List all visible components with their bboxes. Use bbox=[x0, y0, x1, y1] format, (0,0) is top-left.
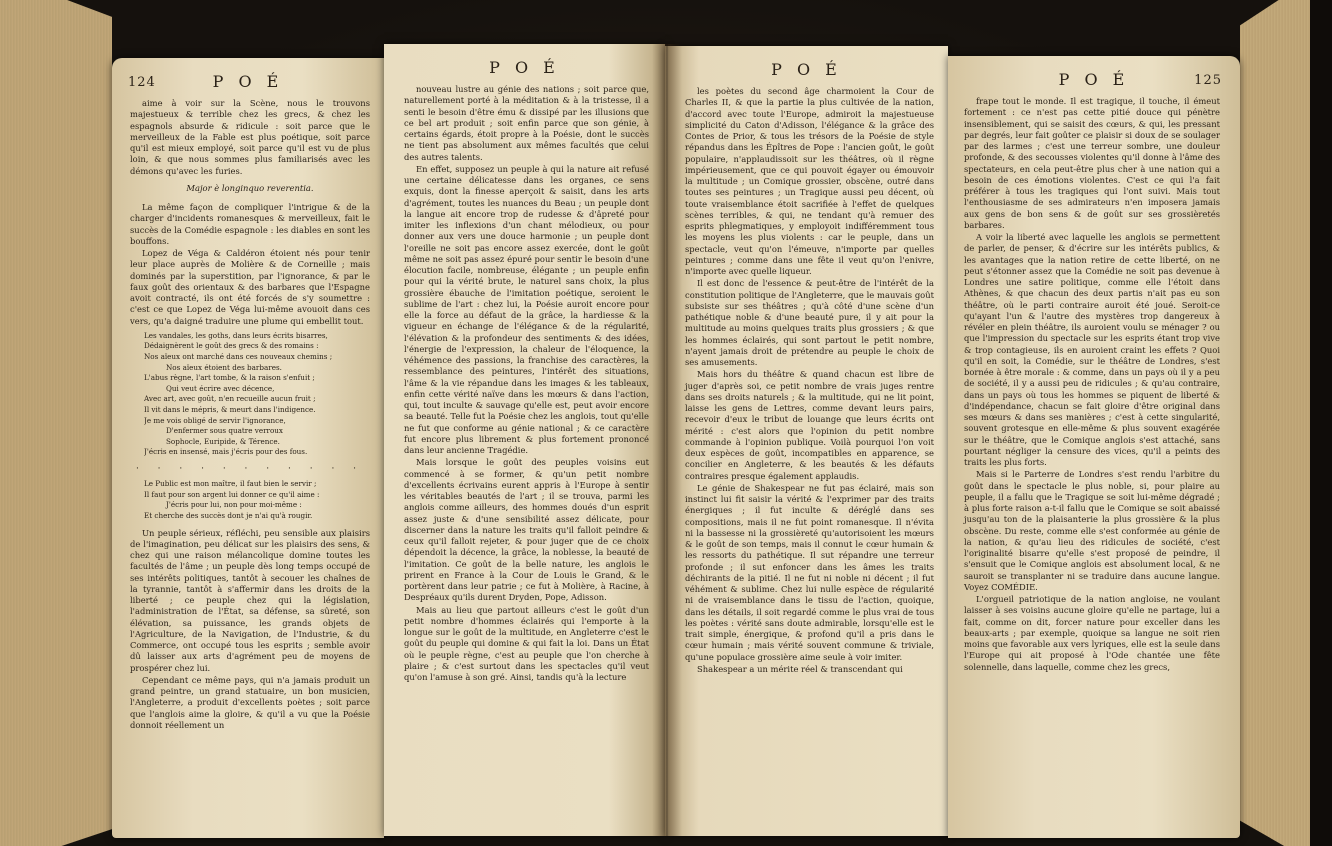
paragraph: En effet, supposez un peuple à qui la nature ait refusé une certaine délicatesse dans les organes, ce sens exquis, dont la finesse aperçoit & saisit, dans les arts d'agrément, toutes les nuances du Beau ; un peuple dont la langue ait encore trop de rudesse & d'âpreté pour imiter les inflexions d'un chant mélodieux, ou pour donner aux vers une douce harmonie ; un peuple dont l'oreille ne soit pas encore assez exercée, dont le goût même ne soit pas assez épuré pour sentir le besoin d'une élocution facile, nombreuse, élégante ; un peuple enfin pour qui la vérité brute, le naturel sans choix, la plus grossière ébauche de l'imitation poétique, seroient le sublime de l'art : chez lui, la Poésie auroit encore pour elle la force au défaut de la grâce, la hardiesse & la vigueur en échange de l'élégance & de la régularité, l'élévation & la profondeur des sentiments & des idées, l'énergie de l'expression, la chaleur de l'éloquence, la véhémence des passions, la franchise des caractères, la ressemblance des peintures, l'intérêt des situations, l'âme & la vie répandue dans les images & les tableaux, enfin cette vérité naïve dans les mœurs & dans l'action, qui, tout inculte & sauvage qu'elle est, peut avoir encore sa beauté. Telle fut la Poésie chez les anglois, tout qu'elle ne fut que conforme au génie national ; & ce caractère fut encore plus librement & plus fortement prononcé dans leur ancienne Tragédie. bbox=[404, 163, 649, 455]
page-number: 124 bbox=[128, 75, 156, 90]
paragraph: La même façon de compliquer l'intrigue & de la charger d'incidents romanesques & merveilleux, fait le succès de la Comédie espagnole : les diables en sont les bouffons. bbox=[130, 202, 370, 246]
verse-line: Sophocle, Euripide, & Térence. bbox=[166, 436, 280, 446]
paragraph: frape tout le monde. Il est tragique, il touche, il émeut fortement : ce n'est pas cette pitié douce qui pénètre insensiblement, qui se saisit des cœurs, & qui, les pressant par degrés, leur fait goûter ce plaisir si doux de se soulager par des larmes ; c'est une terreur sombre, une douleur profonde, & des secousses violentes qu'il donne à l'âme des spectateurs, en cela peut-être plus cher à une nation qui a besoin de ces émotions violentes. C'est ce qui l'a fait préférer à tous les tragiques qui l'ont suivi. Mais tout l'enthousiasme de ses admirateurs n'en imposera jamais aux gens de bon sens & de goût sur ses grossièretés barbares. bbox=[964, 96, 1220, 230]
verse-block bbox=[144, 479, 370, 521]
running-head: P O É bbox=[489, 58, 560, 77]
page-left-inner bbox=[384, 44, 665, 836]
verse-line: Il faut pour son argent lui donner ce qu'il aime : bbox=[144, 489, 320, 499]
page-header bbox=[384, 58, 665, 80]
verse-line: Les vandales, les goths, dans leurs écrits bisarres, bbox=[144, 330, 328, 340]
paragraph: Un peuple sérieux, réfléchi, peu sensible aux plaisirs de l'imagination, peu délicat sur les plaisirs des sens, & chez qui une raison mélancolique domine toutes les facultés de l'âme ; un peuple dès long temps occupé de ses intérêts politiques, tantôt à secouer les chaînes de la tyrannie, tantôt à s'affermir dans les droits de la liberté ; ce peuple chez qui la législation, l'administration de l'État, sa défense, sa sûreté, son élévation, sa puissance, les grands objets de l'Agriculture, de la Navigation, de l'Industrie, & du Commerce, ont occupé tous les esprits ; semble avoir dû laisser aux arts d'agrément peu de moyens de prospérer chez lui. bbox=[130, 527, 370, 673]
verse-line: Qui veut écrire avec décence, bbox=[166, 383, 275, 393]
paragraph: Mais au lieu que partout ailleurs c'est le goût d'un petit nombre d'hommes éclairés qui l'emporte à la longue sur le goût de la multitude, en Angleterre c'est le goût du peuple qui domine & qui fait la loi. Dans un État où le peuple règne, c'est au peuple que l'on cherche à plaire ; & c'est surtout dans les spectacles qu'il veut qu'on l'amuse à son gré. Ainsi, tandis qu'à la lecture bbox=[404, 604, 649, 682]
verse-line: Je me vois obligé de servir l'ignorance, bbox=[144, 415, 286, 425]
paragraph: les poètes du second âge charmoient la Cour de Charles II, & que la partie la plus cultivée de la nation, d'accord avec toute l'Europe, admiroit la majestueuse simplicité du Caton d'Adisson, l'élégance & la grâce des Contes de Prior, & tous les trésors de la Poésie de style répandus dans les Épîtres de Pope : l'ancien goût, le goût populaire, n'applaudissoit sur les théâtres, où il règne impérieusement, que ce qui pouvoit égayer ou émouvoir la multitude ; un Comique grossier, obscène, outré dans toutes ses peintures ; un Tragique aussi peu décent, où toute vraisemblance étoit sacrifiée à l'effet de quelques scènes terribles, & qui, ne tendant qu'à remuer des esprits phlegmatiques, y employoit indifféremment tous les moyens les plus violents : car le peuple, dans un spectacle, veut qu'on l'émeuve, n'importe par quelles peintures ; comme dans une fête il veut qu'on l'enivre, n'importe avec quelle liqueur. bbox=[685, 86, 934, 276]
paragraph: Cependant ce même pays, qui n'a jamais produit un grand peintre, un grand statuaire, un bon musicien, l'Angleterre, a produit d'excellents poètes ; soit parce que l'anglois aime la gloire, & qu'il a vu que la Poésie donnoit réellement un bbox=[130, 674, 370, 730]
paragraph: A voir la liberté avec laquelle les anglois se permettent de parler, de penser, & d'écrire sur les intérêts publics, & les avantages que la nation retire de cette liberté, on ne peut s'étonner assez que la Comédie ne soit pas devenue à Londres une satire politique, comme elle l'étoit dans Athènes, & que chacun des deux partis n'ait pas eu son théâtre, où le parti contraire auroit été joué. Seroit-ce qu'ayant l'un & l'autre des mystères trop dangereux à révéler en plein théâtre, ils auroient voulu se ménager ? ou que l'impression du spectacle sur les esprits étant trop vive & trop contagieuse, ils en auroient craint les effets ? Quoi qu'il en soit, la Comédie, sur le théâtre de Londres, s'est bornée à être morale : & comme, dans un pays où il y a peu de société, il y a aussi peu de ridicules ; & qu'au contraire, dans un pays où tous les hommes se piquent de liberté & d'indépendance, chacun se fait gloire d'être original dans ses mœurs & dans ses manières ; c'est à cette singularité, souvent grotesque en elle-même & plus souvent exagérée sur le théâtre, que le Comique anglois s'est attaché, sans pourtant négliger la censure des vices, qu'il a peints des traits les plus forts. bbox=[964, 232, 1220, 467]
paragraph: L'orgueil patriotique de la nation angloise, ne voulant laisser à ses voisins aucune gloire qu'elle ne partage, lui a fait, comme on dit, forcer nature pour exceller dans les beaux-arts ; par exemple, quoique sa langue ne soit rien moins que favorable aux vers lyriques, elle est la seule dans l'Europe qui ait proposé à l'Ode chantée une fête solennelle, dans laquelle, comme chez les grecs, bbox=[964, 594, 1220, 672]
left-fore-edge bbox=[0, 0, 112, 846]
verse-line: L'abus règne, l'art tombe, & la raison s'enfuit ; bbox=[144, 373, 315, 383]
paragraph: Il est donc de l'essence & peut-être de l'intérêt de la constitution politique de l'Angleterre, que le mauvais goût subsiste sur ses théâtres ; qu'à côté d'une scène d'un pathétique noble & d'une beauté pure, il y ait pour la multitude au moins quelques traits plus grossiers ; & que les hommes éclairés, qui sont partout le petit nombre, n'ayent jamais droit de prétendre au peuple le choix de ses amusements. bbox=[685, 278, 934, 367]
paragraph: Mais si le Parterre de Londres s'est rendu l'arbitre du goût dans le spectacle le plus noble, si, pour plaire au peuple, il a fallu que le Tragique se soit lui-même dégradé ; à plus forte raison a-t-il fallu que le Comique se soit abaissé jusqu'au ton de la plaisanterie la plus grossière & la plus obscène. Du reste, comme elle s'est conformée au génie de la nation, & qu'au lieu des ridicules de société, c'est l'originalité bisarre qu'elle s'est proposé de peindre, il s'ensuit que le Comique anglois est absolument local, & ne sauroit se transplanter ni se traduire dans aucune langue. Voyez COMÉDIE. bbox=[964, 469, 1220, 592]
page-125 bbox=[948, 56, 1240, 838]
paragraph: Lopez de Véga & Caldéron étoient nés pour tenir leur place auprès de Molière & de Corneille ; mais dominés par la superstition, par l'ignorance, & par le faux goût des orientaux & des barbares que l'Espagne avoit contracté, ils ont été forcés de s'y soumettre : c'est ce que Lopez de Véga lui-même avouoit dans ces vers, qu'a daigné traduire une plume qui embellit tout. bbox=[130, 248, 370, 326]
page-124 bbox=[112, 58, 384, 838]
verse-line: D'enfermer sous quatre verroux bbox=[166, 426, 283, 436]
text-column bbox=[964, 96, 1220, 674]
paragraph: Shakespear a un mérite réel & transcendant qui bbox=[697, 663, 903, 674]
paragraph: Le génie de Shakespear ne fut pas éclairé, mais son instinct lui fit saisir la vérité & l'exprimer par des traits énergiques ; il fut inculte & déréglé dans ses compositions, mais il ne fut point romanesque. Il n'évita ni la bassesse ni la grossièreté qu'autorisoient les mœurs & le goût de son temps, mais il connut le cœur humain & les ressorts du pathétique. Il sut répandre une terreur profonde ; il sut enfoncer dans les âmes les traits déchirants de la pitié. Il ne fut ni noble ni décent ; il fut véhément & sublime. Chez lui nulle espèce de régularité ni de vraisemblance dans le tissu de l'action, quoique, dans les détails, il soit regardé comme le plus vrai de tous les poètes : vérité sans doute admirable, lorsqu'elle est le trait simple, énergique, & profond qu'il a pris dans le cœur humain ; mais vérité souvent commune & triviale, qu'une populace grossière aime seule à voir imiter. bbox=[685, 482, 934, 662]
paragraph: Mais hors du théâtre & quand chacun est libre de juger d'après soi, ce petit nombre de vrais juges rentre dans ses droits naturels ; & la multitude, qui ne lit point, laisse les gens de Lettres, comme devant leurs pairs, recevoir d'eux le tribut de louange que leurs écrits ont mérité : c'est alors que l'opinion du petit nombre commande à l'opinion publique. Voilà pourquoi l'on voit deux espèces de goût, incompatibles en apparence, se concilier en Angleterre, & les beautés & les défauts contraires presque également applaudis. bbox=[685, 369, 934, 481]
running-head: P O É bbox=[1058, 70, 1130, 89]
verse-line: Le Public est mon maître, il faut bien le servir ; bbox=[144, 479, 317, 489]
text-column bbox=[685, 86, 934, 676]
page-right-inner bbox=[665, 46, 948, 836]
running-head: P O É bbox=[212, 72, 284, 91]
page-number: 125 bbox=[1194, 73, 1222, 88]
page-header bbox=[112, 72, 384, 94]
verse-line: Il vit dans le mépris, & meurt dans l'indigence. bbox=[144, 404, 316, 414]
verse-line: Nos aïeux étoient des barbares. bbox=[166, 362, 282, 372]
verse-line: Nos aïeux ont marché dans ces nouveaux chemins ; bbox=[144, 351, 333, 361]
paragraph: Mais lorsque le goût des peuples voisins eut commencé à se former, & qu'un petit nombre d'excellents écrivains eurent appris à l'Europe à sentir les véritables beautés de l'art ; il se trouva, parmi les anglois comme ailleurs, des hommes doués d'un esprit assez juste & d'une sensibilité assez délicate, pour discerner dans la nature les traits qu'il falloit peindre & ceux qu'il falloit rejeter, & pour juger que de ce choix dépendoit la décence, la grâce, la noblesse, la beauté de l'imitation. Ce goût de la belle nature, les anglois le prirent en France à la Cour de Louis le Grand, & le portèrent dans leur patrie ; ce fut à Molière, à Racine, à Despréaux qu'ils durent Dryden, Pope, Adisson. bbox=[404, 457, 649, 603]
text-column bbox=[404, 84, 649, 684]
verse-line: J'écris en insensé, mais j'écris pour des fous. bbox=[144, 447, 308, 457]
latin-motto: Major è longinquo reverentia. bbox=[186, 182, 314, 193]
verse-line: Avec art, avec goût, n'en recueille aucun fruit ; bbox=[144, 394, 316, 404]
page-header bbox=[948, 70, 1240, 92]
verse-line: J'écris pour lui, non pour moi-même : bbox=[166, 500, 302, 510]
verse-line: Et cherche des succès dont je n'ai qu'à rougir. bbox=[144, 510, 313, 520]
page-header bbox=[665, 60, 948, 82]
right-fore-edge bbox=[1240, 0, 1332, 846]
running-head: P O É bbox=[771, 60, 842, 79]
verse-line: Dédaignèrent le goût des grecs & des romains : bbox=[144, 341, 319, 351]
paragraph: aime à voir sur la Scène, nous le trouvons majestueux & terrible chez les grecs, & chez les espagnols absurde & ridicule : soit parce que le merveilleux de la Fable est plus poétique, soit parce qu'il est mieux employé, soit parce qu'il est vu de plus loin, & que nous sommes plus familiarisés avec les démons qu'avec les furies. bbox=[130, 98, 370, 176]
paragraph: nouveau lustre au génie des nations ; soit parce que, naturellement porté à la méditation & à la tristesse, il a senti le besoin d'être ému & dissipé par les illusions que ce bel art produit ; soit enfin parce que son génie, à certains égards, étoit propre à la Poésie, dont le succès ne tient pas absolument aux mêmes facultés que celui des autres talents. bbox=[404, 84, 649, 162]
verse-block bbox=[144, 331, 370, 458]
text-column bbox=[130, 98, 370, 732]
ellipsis-rule: · · · · · · · · · · · bbox=[135, 463, 365, 474]
